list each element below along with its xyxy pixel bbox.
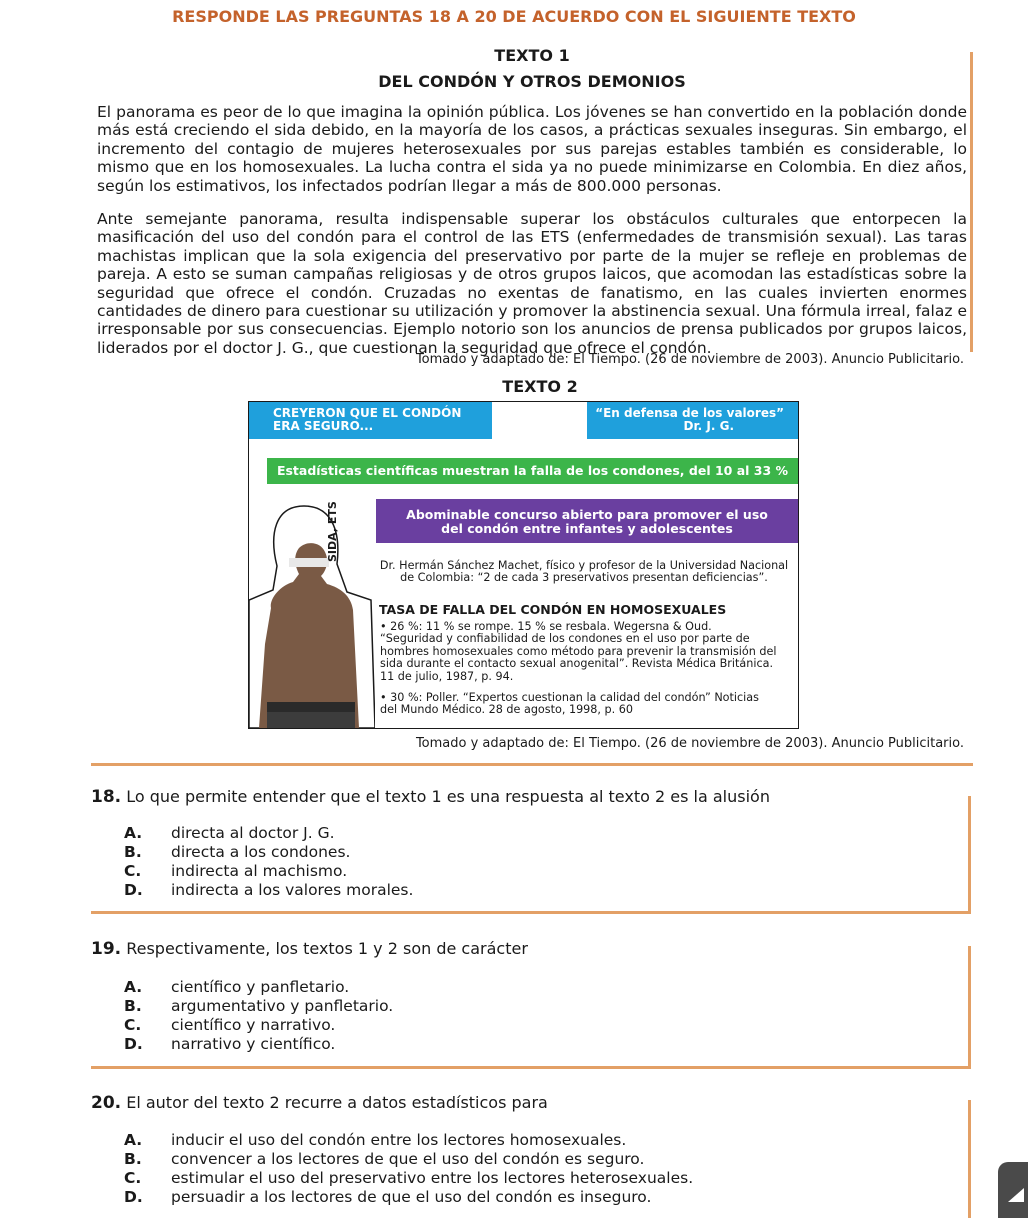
question-20-stem <box>91 1093 548 1113</box>
option-text: estimular el uso del preservativo entre los lectores heterosexuales. <box>171 1169 694 1187</box>
option-text: argumentativo y panfletario. <box>171 997 394 1015</box>
option-text: científico y narrativo. <box>171 1016 336 1034</box>
man-figure-illustration <box>249 504 375 728</box>
texto1-title: DEL CONDÓN Y OTROS DEMONIOS <box>378 72 686 91</box>
scroll-up-button[interactable] <box>998 1162 1028 1218</box>
question-18-stem <box>91 787 770 807</box>
option-19-d[interactable] <box>124 1035 393 1054</box>
question-20-number: 20. <box>91 1093 122 1113</box>
option-text: directa al doctor J. G. <box>171 824 335 842</box>
ad-quote <box>379 560 789 585</box>
option-letter: B. <box>124 997 142 1015</box>
option-text: indirecta a los valores morales. <box>171 881 414 899</box>
question-20-options <box>124 1131 693 1207</box>
ad-quote-line-2: de Colombia: “2 de cada 3 preservativos presentan deficiencias”. <box>400 571 768 585</box>
question-18-bottom-rule <box>91 911 971 914</box>
option-text: científico y panfletario. <box>171 978 350 996</box>
option-letter: D. <box>124 881 143 899</box>
texto-bottom-rule <box>91 763 973 766</box>
option-letter: B. <box>124 1150 142 1168</box>
option-text: persuadir a los lectores de que el uso del condón es inseguro. <box>171 1188 652 1206</box>
option-19-a[interactable] <box>124 978 393 997</box>
option-text: inducir el uso del condón entre los lectores homosexuales. <box>171 1131 627 1149</box>
option-text: narrativo y científico. <box>171 1035 336 1053</box>
option-letter: B. <box>124 843 142 861</box>
question-18-options <box>124 824 413 900</box>
question-19-text: Respectivamente, los textos 1 y 2 son de carácter <box>126 939 528 958</box>
ad-bullet-1-line: • 26 %: 11 % se rompe. 15 % se resbala. Wegersna & Oud. <box>380 620 712 633</box>
ad-bullet-2 <box>380 692 792 717</box>
question-19-options <box>124 978 393 1054</box>
texto2-source: Tomado y adaptado de: El Tiempo. (26 de noviembre de 2003). Anuncio Publicitario. <box>415 736 964 751</box>
question-19-stem <box>91 939 528 959</box>
question-18-side-rule <box>968 796 971 914</box>
ad-right-box <box>587 402 798 439</box>
ad-left-box <box>249 402 492 439</box>
option-18-a[interactable] <box>124 824 413 843</box>
option-letter: D. <box>124 1035 143 1053</box>
ad-left-line-2: ERA SEGURO... <box>273 419 374 433</box>
question-19-side-rule <box>968 946 971 1068</box>
ad-bullet-2-line: del Mundo Médico. 28 de agosto, 1998, p. 60 <box>380 703 633 717</box>
question-20-side-rule <box>968 1100 971 1218</box>
option-20-d[interactable] <box>124 1188 693 1207</box>
ad-bullet-1-line: “Seguridad y confiabilidad de los condones en el uso por parte de <box>380 632 750 646</box>
question-19-bottom-rule <box>91 1066 971 1069</box>
ad-bullet-1 <box>380 621 792 683</box>
ad-green-bar: Estadísticas científicas muestran la falla de los condones, del 10 al 33 % <box>267 458 798 484</box>
option-letter: A. <box>124 1131 143 1149</box>
ad-purple-line-2: del condón entre infantes y adolescentes <box>441 521 733 536</box>
texto1-label: TEXTO 1 <box>494 46 570 65</box>
option-20-c[interactable] <box>124 1169 693 1188</box>
ad-right-line-1: “En defensa de los valores” <box>595 406 784 420</box>
option-letter: A. <box>124 978 143 996</box>
option-18-d[interactable] <box>124 881 413 900</box>
texto1-paragraph-2: Ante semejante panorama, resulta indispensable superar los obstáculos culturales que entorpecen la masificación del uso del condón para el control de las ETS (enfermedades de transmisión sexual). Las taras machistas implican que la sola exigencia del preservativo por parte de la mujer se refleje en problemas de pareja. A esto se suman campañas religiosas y de otros grupos laicos, que acomodan las estadísticas sobre la seguridad que ofrece el condón. Cruzadas no exentas de fanatismo, en las cuales invierten enormes cantidades de dinero para cuestionar su utilización y promover la abstinencia sexual. Una fórmula irreal, falaz e irresponsable por sus consecuencias. Ejemplo notorio son los anuncios de prensa publicados por grupos laicos, liderados por el doctor J. G., que cuestionan la seguridad que ofrece el condón. <box>97 210 967 357</box>
option-letter: D. <box>124 1188 143 1206</box>
option-18-c[interactable] <box>124 862 413 881</box>
question-18-text: Lo que permite entender que el texto 1 es una respuesta al texto 2 es la alusión <box>126 787 770 806</box>
ad-bullet-1-line: sida durante el contacto sexual anogenital”. Revista Médica Británica. <box>380 657 774 671</box>
ad-vertical-label: SIDA, ETS <box>326 501 339 562</box>
question-20-text: El autor del texto 2 recurre a datos estadísticos para <box>126 1093 548 1112</box>
ad-rate-title: TASA DE FALLA DEL CONDÓN EN HOMOSEXUALES <box>379 602 727 617</box>
ad-bullet-2-line: • 30 %: Poller. “Expertos cuestionan la calidad del condón” Noticias <box>380 691 759 704</box>
texto2-advertisement <box>248 401 799 729</box>
texto2-label: TEXTO 2 <box>502 377 578 396</box>
option-letter: C. <box>124 862 142 880</box>
ad-bullet-1-line: hombres homosexuales como método para prevenir la transmisión del <box>380 644 777 658</box>
section-header: RESPONDE LAS PREGUNTAS 18 A 20 DE ACUERDO CON EL SIGUIENTE TEXTO <box>172 7 856 26</box>
ad-purple-line-1: Abominable concurso abierto para promover el uso <box>406 507 768 522</box>
option-20-a[interactable] <box>124 1131 693 1150</box>
option-letter: C. <box>124 1016 142 1034</box>
option-19-c[interactable] <box>124 1016 393 1035</box>
ad-left-line-1: CREYERON QUE EL CONDÓN <box>273 406 462 420</box>
question-19-number: 19. <box>91 939 122 959</box>
texto1-source: Tomado y adaptado de: El Tiempo. (26 de noviembre de 2003). Anuncio Publicitario. <box>415 352 964 367</box>
ad-right-line-2: Dr. J. G. <box>683 419 734 433</box>
option-letter: C. <box>124 1169 142 1187</box>
texto1-side-rule <box>970 52 973 352</box>
question-18-number: 18. <box>91 787 122 807</box>
chevron-up-icon <box>998 1162 1028 1218</box>
option-20-b[interactable] <box>124 1150 693 1169</box>
eye-censor-bar <box>289 558 329 567</box>
texto1-paragraph-1: El panorama es peor de lo que imagina la opinión pública. Los jóvenes se han convertido en la población donde más está creciendo el sida debido, en la mayoría de los casos, a prácticas sexuales inseguras. Sin embargo, el incremento del contagio de mujeres heterosexuales por sus parejas estables también es considerable, lo mismo que en los homosexuales. La lucha contra el sida ya no puede minimizarse en Colombia. En diez años, según los estimativos, los infectados podrían llegar a más de 800.000 personas. <box>97 103 967 195</box>
option-text: directa a los condones. <box>171 843 351 861</box>
option-18-b[interactable] <box>124 843 413 862</box>
option-text: convencer a los lectores de que el uso del condón es seguro. <box>171 1150 645 1168</box>
option-letter: A. <box>124 824 143 842</box>
option-19-b[interactable] <box>124 997 393 1016</box>
ad-quote-line-1: Dr. Hermán Sánchez Machet, físico y profesor de la Universidad Nacional <box>379 559 789 572</box>
ad-bullet-1-line: 11 de julio, 1987, p. 94. <box>380 669 514 683</box>
ad-purple-box <box>376 499 798 543</box>
option-text: indirecta al machismo. <box>171 862 348 880</box>
